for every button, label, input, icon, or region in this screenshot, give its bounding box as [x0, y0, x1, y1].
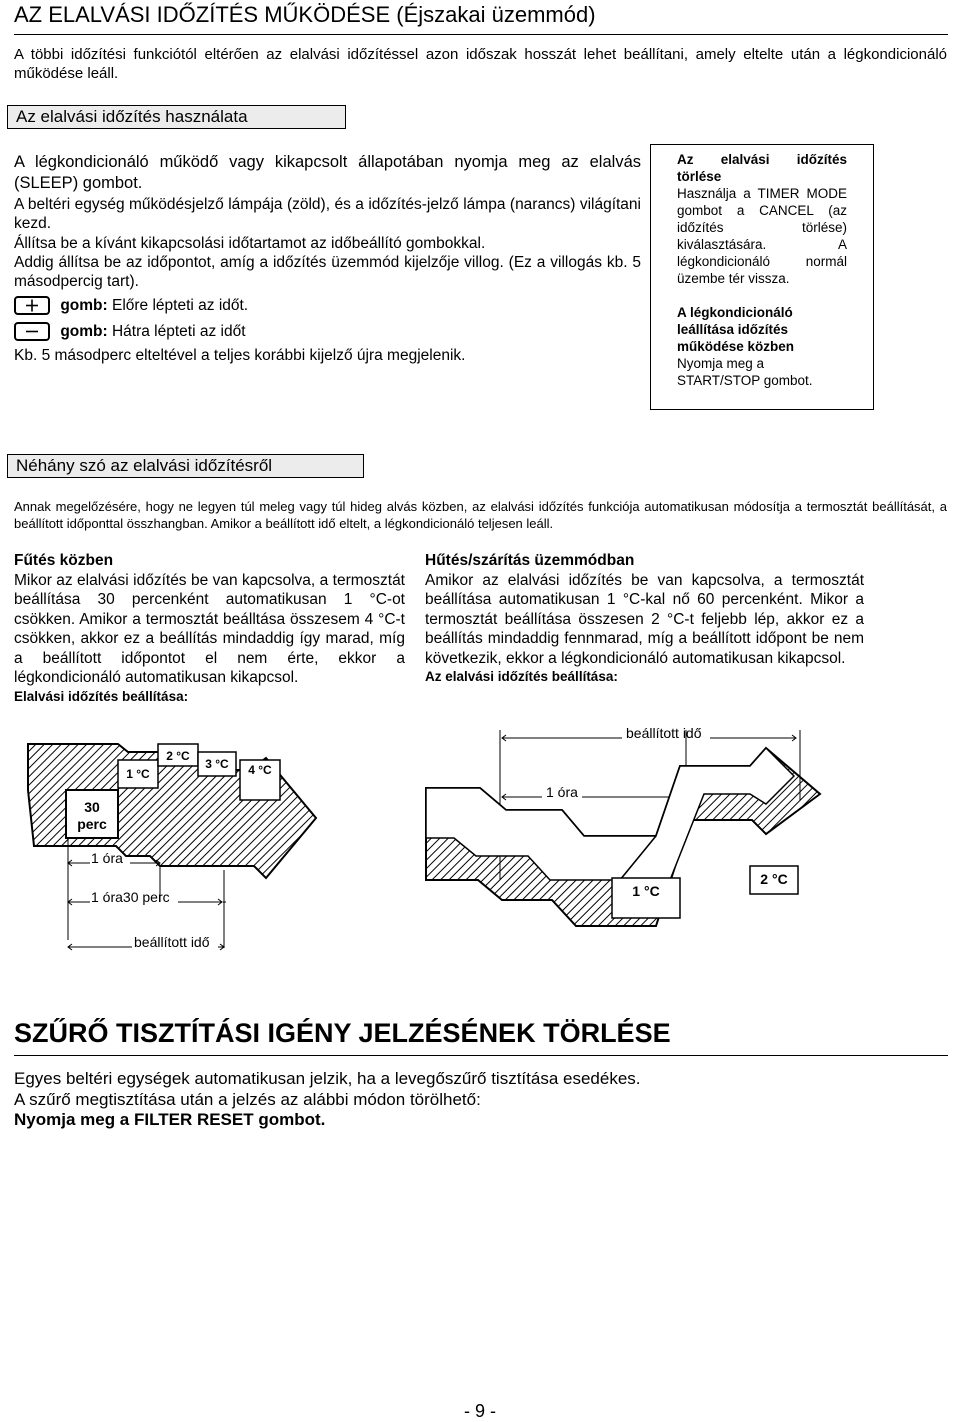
cooling-diagram	[420, 730, 860, 950]
heating-label-set: beállított idő	[134, 934, 210, 950]
about-text: Annak megelőzésére, hogy ne legyen túl meleg vagy túl hideg alvás közben, az elalvási időzítés funkciója automatikusan módosítja a termosztát beállítását, a beállított időponttal összhangban. Amikor a beállított idő eltelt, a légkondicionáló teljesen leáll.	[14, 499, 947, 531]
heating-hour-arrow	[66, 859, 166, 867]
heating-label-hour30: 1 óra30 perc	[91, 889, 170, 905]
cooling-title: Hűtés/szárítás üzemmódban	[425, 552, 635, 569]
stop-text: Nyomja meg a START/STOP gombot.	[677, 356, 813, 388]
heating-step-1c-label: 1 °C	[126, 767, 150, 781]
filter-line2: A szűrő megtisztítása után a jelzés az alábbi módon törölhető:	[14, 1089, 481, 1109]
page-heading: AZ ELALVÁSI IDŐZÍTÉS MŰKÖDÉSE (Éjszakai üzemmód)	[14, 2, 596, 27]
filter-line1: Egyes beltéri egységek automatikusan jelzik, ha a levegőszűrő tisztítása esedékes.	[14, 1069, 641, 1088]
side-info-box	[650, 144, 874, 410]
about-section-title: Néhány szó az elalvási időzítésről	[7, 454, 364, 478]
heating-setting-label: Elalvási időzítés beállítása:	[14, 688, 189, 704]
cooling-label-hour: 1 óra	[546, 784, 578, 800]
filter-text	[14, 1069, 947, 1131]
usage-p2: A beltéri egység működésjelző lámpája (zöld), és a időzítés-jelző lámpa (narancs) világítani kezd.	[14, 196, 641, 232]
cancel-title: Az elalvási időzítés törlése	[677, 152, 847, 184]
filter-line3: Nyomja meg a FILTER RESET gombot.	[14, 1110, 326, 1129]
heating-title: Fűtés közben	[14, 552, 114, 569]
usage-p5: Kb. 5 másodperc elteltével a teljes korábbi kijelző újra megjelenik.	[14, 347, 466, 364]
heating-step-30perc-label-b: perc	[77, 816, 107, 832]
cooling-step-1c-label: 1 °C	[632, 883, 660, 899]
cooling-step-2c-label: 2 °C	[760, 871, 788, 887]
heading-underline	[14, 34, 948, 35]
plus-icon	[14, 296, 50, 315]
heating-hour30-arrow	[66, 898, 226, 906]
usage-section-title: Az elalvási időzítés használata	[7, 105, 346, 129]
plus-text: Előre lépteti az időt.	[107, 297, 249, 314]
usage-p1-text: A légkondicionáló működő vagy kikapcsolt állapotában nyomja meg az elalvás (SLEEP) gombot.	[14, 153, 641, 192]
heating-step-2c-label: 2 °C	[166, 749, 190, 763]
minus-label: gomb:	[60, 323, 108, 340]
heating-set-arrow	[66, 943, 228, 951]
cancel-text: Használja a TIMER MODE gombot a CANCEL (az időzítés törlése) kiválasztására. A légkondicionáló normál üzembe tér vissza.	[677, 186, 847, 286]
heating-diagram	[0, 720, 330, 960]
heating-step-4c-label: 4 °C	[248, 763, 272, 777]
stop-title: A légkondicionáló leállítása időzítés működése közben	[677, 305, 795, 354]
minus-line	[14, 322, 614, 341]
usage-p4: Addig állítsa be az időpontot, amíg a időzítés üzemmód kijelzője villog. (Ez a villogás kb. 5 másodpercig tart).	[14, 254, 641, 290]
usage-p1	[14, 152, 641, 194]
filter-heading-underline	[14, 1055, 948, 1056]
cooling-setting-label: Az elalvási időzítés beállítása:	[425, 669, 618, 684]
filter-heading: SZŰRŐ TISZTÍTÁSI IGÉNY JELZÉSÉNEK TÖRLÉSE	[14, 1018, 671, 1048]
heating-step-30perc-label-a: 30	[84, 799, 100, 815]
plus-label: gomb:	[60, 297, 108, 314]
heating-label-hour: 1 óra	[91, 850, 123, 866]
heating-text: Mikor az elalvási időzítés be van kapcsolva, a termosztát beállítása 30 percenként automatikusan 1 °C-ot csökken. Amikor a termosztát beálltása összesem 4 °C-t csökken, akkor ez a beállítás mindaddig így marad, míg a beállított időpontot el nem érte, ekkor a légkondicionáló automatikusan kikapcsol.	[14, 571, 405, 686]
cooling-text: Amikor az elalvási időzítés be van kapcsolva, a termosztát beállítása automatikusan 1 °C-kal nő 60 percenként. Mikor a termosztát beállítása összesen 2 °C-t feljebb lép, akkor ez a beállítás mindaddig fennmarad, míg a beállított időpont be nem következik, ekkor a légkondicionáló automatikusan kikapcsol.	[425, 571, 864, 667]
minus-icon	[14, 322, 50, 341]
plus-line	[14, 296, 614, 315]
minus-text: Hátra lépteti az időt	[107, 323, 246, 340]
heating-step-3c-label: 3 °C	[205, 757, 229, 771]
heating-column	[14, 551, 405, 705]
intro-text: A többi időzítési funkciótól eltérően az elalvási időzítéssel azon időszak hosszát lehet beállítani, amely eltelte után a légkondicionáló működése leáll.	[14, 46, 947, 82]
usage-p3: Állítsa be a kívánt kikapcsolási időtartamot az időbeállító gombokkal.	[14, 235, 486, 252]
cooling-column	[425, 551, 864, 685]
page-number: - 9 -	[463, 1401, 496, 1421]
cooling-label-set: beállított idő	[626, 725, 702, 741]
